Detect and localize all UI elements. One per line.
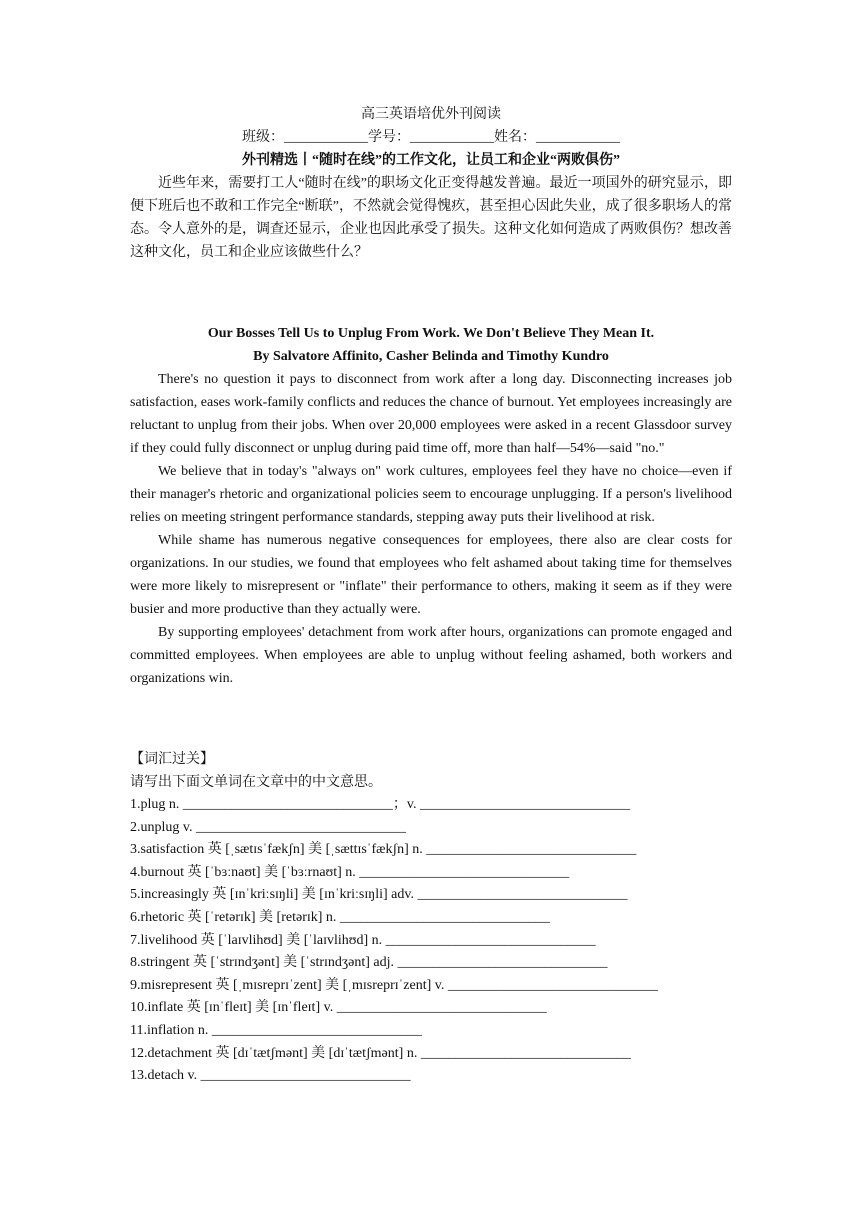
section-spacer: [130, 690, 732, 748]
vocab-list: [130, 794, 732, 1088]
article-byline: By Salvatore Affinito, Casher Belinda and Timothy Kundro: [253, 349, 609, 364]
article-paragraph-1: There's no question it pays to disconnect from work after a long day. Disconnecting increases job satisfaction, eases work-family conflicts and reduces the chance of burnout. Yet employees increasingly are reluctant to unplug from their jobs. When over 20,000 employees were asked in a recent Glassdoor survey if they could fully disconnect or unplug during paid time off, more than half—54%—said "no.": [130, 372, 732, 456]
chinese-article-title: 外刊精选丨“随时在线”的工作文化，让员工和企业“两败俱伤”: [242, 153, 620, 168]
english-article-title: Our Bosses Tell Us to Unplug From Work. We Don't Believe They Mean It.: [207, 326, 655, 341]
vocab-item-unplug: 2.unplug v. ______________________________: [130, 819, 406, 835]
vocab-item-satisfaction: 3.satisfaction 英 [ˌsætɪsˈfækʃn] 美 [ˌsættɪsˈfækʃn] n. ______________________________: [130, 842, 637, 858]
section-spacer: [130, 264, 732, 322]
vocab-item-inflation: 11.inflation n. ______________________________: [130, 1022, 422, 1038]
article-paragraph-2: We believe that in today's "always on" work cultures, employees feel they have no choice—even if their manager's rhetoric and organizational policies seem to encourage unplugging. If a person's livelihood relies on meeting stringent performance standards, stepping away puts their livelihood at risk.: [130, 464, 732, 525]
vocab-item-burnout: 4.burnout 英 [ˈbɜːnaʊt] 美 [ˈbɜːrnaʊt] n. ______________________________: [130, 864, 570, 880]
worksheet-page: [130, 103, 732, 1088]
vocab-instruction: 请写出下面文单词在文章中的中文意思。: [130, 775, 382, 790]
student-info-line: 班级：____________学号：____________姓名：____________: [242, 130, 620, 145]
vocab-item-detach: 13.detach v. ______________________________: [130, 1068, 411, 1084]
vocab-item-rhetoric: 6.rhetoric 英 [ˈretərɪk] 美 [retərɪk] n. ______________________________: [130, 909, 550, 925]
vocab-item-detachment: 12.detachment 英 [dɪˈtætʃmənt] 美 [dɪˈtætʃmənt] n. ______________________________: [130, 1045, 631, 1061]
vocab-item-increasingly: 5.increasingly 英 [ɪnˈkriːsɪŋli] 美 [ɪnˈkriːsɪŋli] adv. ______________________________: [130, 887, 628, 903]
article-paragraph-4: By supporting employees' detachment from work after hours, organizations can promote engaged and committed employees. When employees are able to unplug without feeling ashamed, both workers and organizations win.: [130, 625, 732, 686]
vocab-item-plug: 1.plug n. ______________________________；v. ______________________________: [130, 797, 630, 812]
vocab-heading: 【词汇过关】: [130, 752, 214, 767]
vocab-item-inflate: 10.inflate 英 [ɪnˈfleɪt] 美 [ɪnˈfleɪt] v. ______________________________: [130, 1000, 547, 1016]
vocab-item-livelihood: 7.livelihood 英 [ˈlaɪvlihʊd] 美 [ˈlaɪvlihʊd] n. ______________________________: [130, 932, 596, 948]
chinese-intro-paragraph: 近些年来，需要打工人“随时在线”的职场文化正变得越发普遍。最近一项国外的研究显示，即便下班后也不敢和工作完全“断联”，不然就会觉得愧疚，甚至担心因此失业，成了很多职场人的常态。令人意外的是，调查还显示，企业也因此承受了损失。这种文化如何造成了两败俱伤？想改善这种文化，员工和企业应该做些什么？: [130, 176, 732, 260]
vocab-item-stringent: 8.stringent 英 [ˈstrɪndʒənt] 美 [ˈstrɪndʒənt] adj. ______________________________: [130, 955, 608, 971]
worksheet-title: 高三英语培优外刊阅读: [361, 107, 501, 122]
vocab-item-misrepresent: 9.misrepresent 英 [ˌmɪsreprɪˈzent] 美 [ˌmɪsreprɪˈzent] v. ______________________________: [130, 977, 658, 993]
article-paragraph-3: While shame has numerous negative consequences for employees, there also are clear costs for organizations. In our studies, we found that employees who felt ashamed about taking time for themselves were more likely to misrepresent or "inflate" their performance to others, making it seem as if they were busier and more productive than they actually were.: [130, 533, 732, 617]
